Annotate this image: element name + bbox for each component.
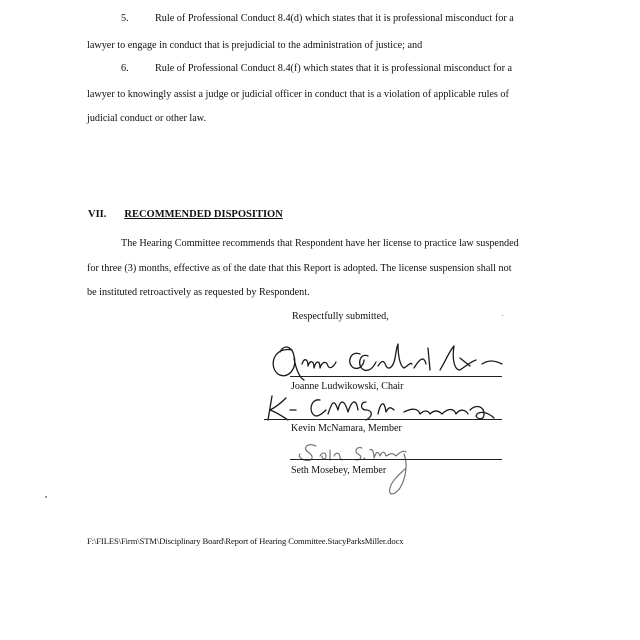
footer-file-path: F:\FILES\Firm\STM\Disciplinary Board\Report of Hearing Committee.StacyParksMiller.docx (87, 536, 404, 546)
signature-line-3 (290, 459, 502, 460)
item-5-line-1: Rule of Professional Conduct 8.4(d) which states that it is professional misconduct for a (155, 13, 514, 24)
item-5-line-2: lawyer to engage in conduct that is prejudicial to the administration of justice; and (87, 40, 423, 51)
item-6-line-2: lawyer to knowingly assist a judge or judicial officer in conduct that is a violation of applicable rules of (87, 89, 509, 100)
item-6-line-1: Rule of Professional Conduct 8.4(f) which states that it is professional misconduct for a (155, 63, 513, 74)
item-6-line-3: judicial conduct or other law. (87, 113, 207, 124)
scan-speck (502, 315, 503, 316)
disposition-line-3: be instituted retroactively as requested by Respondent. (87, 287, 310, 298)
signature-line-2 (264, 419, 502, 420)
signatory-name-2: Kevin McNamara, Member (291, 423, 402, 434)
item-5-number: 5. (121, 13, 129, 24)
closing-text: Respectfully submitted, (292, 311, 389, 322)
item-6-number: 6. (121, 63, 129, 74)
section-heading (88, 209, 283, 220)
disposition-line-1: The Hearing Committee recommends that Respondent have her license to practice law suspended (121, 238, 519, 249)
disposition-line-2: for three (3) months, effective as of the date that this Report is adopted. The license suspension shall not (87, 263, 512, 274)
section-title: RECOMMENDED DISPOSITION (124, 209, 283, 220)
signatory-name-1: Joanne Ludwikowski, Chair (291, 381, 404, 392)
signature-line-1 (290, 376, 502, 377)
signatory-name-3: Seth Mosebey, Member (291, 465, 387, 476)
section-numeral: VII. (88, 209, 107, 220)
signature-kevin-mcnamara (262, 390, 522, 426)
signature-joanne-ludwikowski (264, 336, 524, 386)
scan-speck (45, 496, 47, 498)
